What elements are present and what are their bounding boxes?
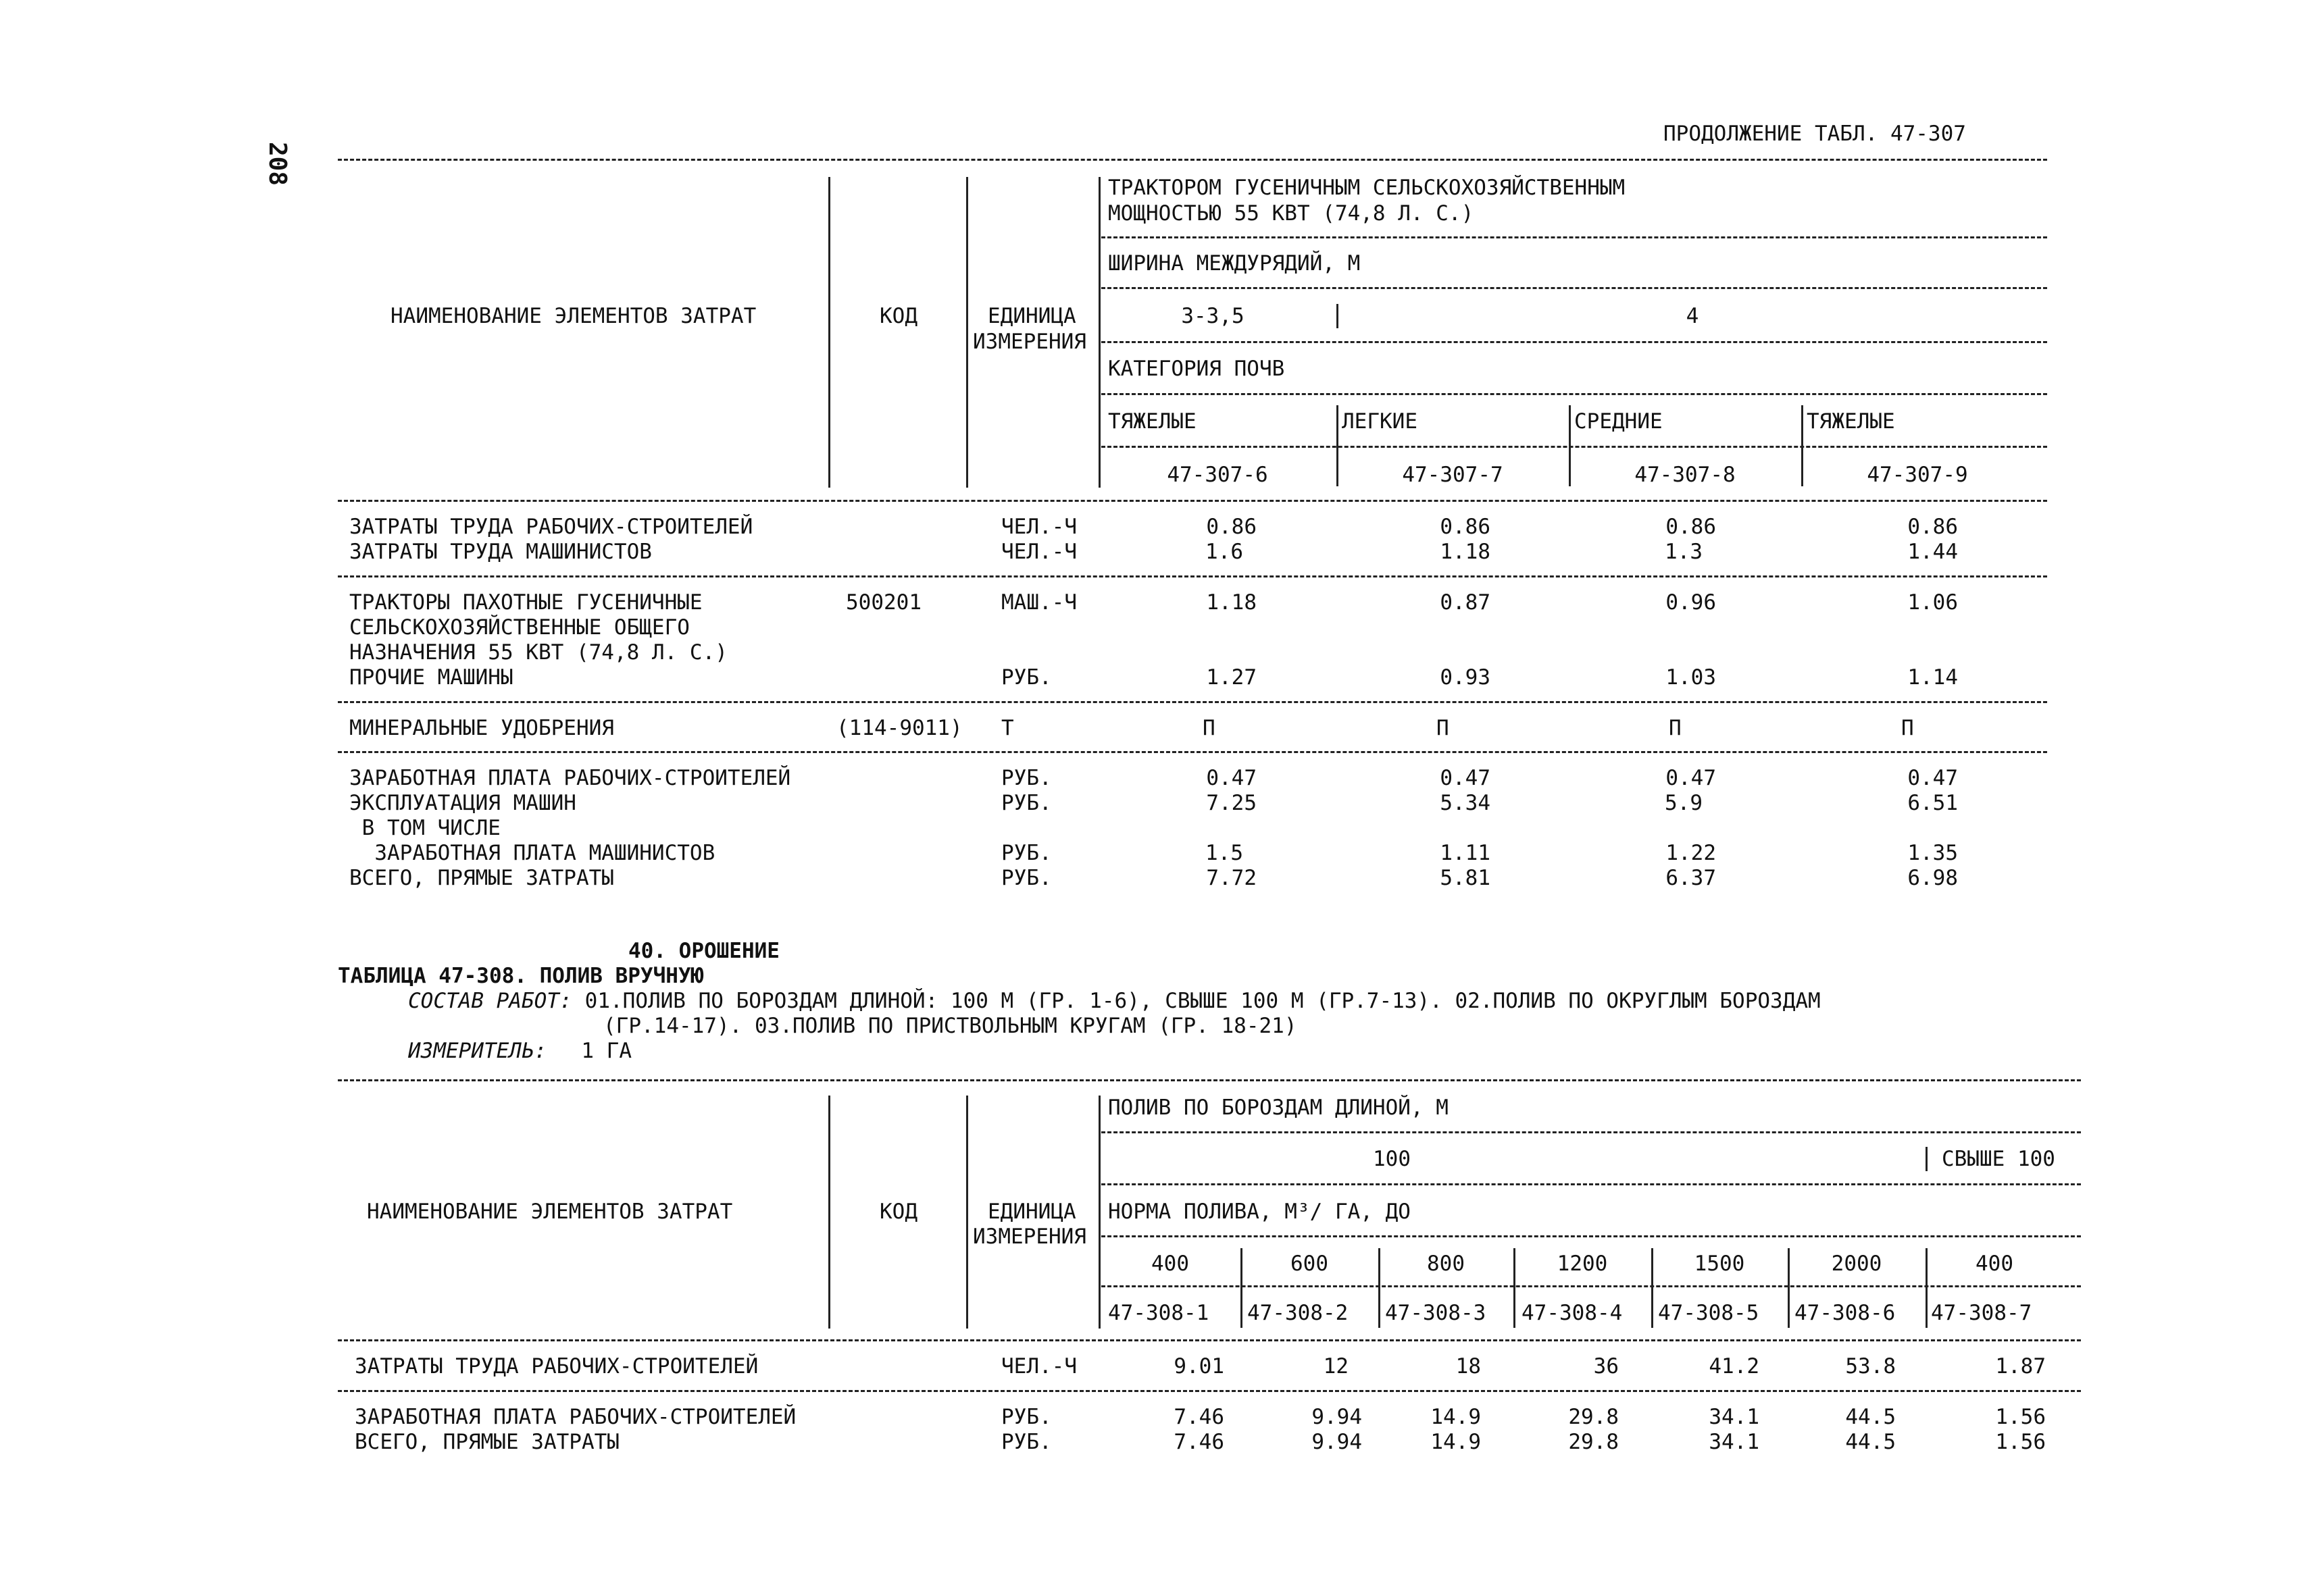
- row-value: 1.35: [1907, 841, 1958, 865]
- header-unit: ЕДИНИЦА: [988, 304, 1076, 328]
- rule: [1101, 1235, 2081, 1237]
- row-value: П: [1436, 716, 1449, 740]
- norm-value: 800: [1427, 1252, 1465, 1276]
- rule: [1101, 1183, 2081, 1185]
- row-value: 7.25: [1206, 791, 1257, 815]
- row-value: 6.37: [1665, 866, 1716, 890]
- row-value: 0.47: [1206, 766, 1257, 790]
- row-value: 0.93: [1440, 665, 1490, 690]
- column-code: 47-307-7: [1402, 463, 1503, 487]
- row-value: 0.47: [1665, 766, 1716, 790]
- row-unit: РУБ.: [1001, 1430, 1052, 1454]
- row-value: 7.46: [1174, 1405, 1224, 1429]
- row-value: 18: [1455, 1354, 1481, 1379]
- row-value: 29.8: [1568, 1430, 1619, 1454]
- norm-value: 400: [1151, 1252, 1189, 1276]
- rule: [338, 701, 2047, 703]
- header-tractor: ТРАКТОРОМ ГУСЕНИЧНЫМ СЕЛЬСКОХОЗЯЙСТВЕННЫМ: [1108, 176, 1626, 200]
- soil-category: ЛЕГКИЕ: [1342, 409, 1417, 434]
- row-name: СЕЛЬСКОХОЗЯЙСТВЕННЫЕ ОБЩЕГО: [349, 615, 690, 640]
- header-name: НАИМЕНОВАНИЕ ЭЛЕМЕНТОВ ЗАТРАТ: [367, 1200, 733, 1224]
- row-value: 6.98: [1907, 866, 1958, 890]
- row-unit: РУБ.: [1001, 766, 1052, 790]
- header-unit: ИЗМЕРЕНИЯ: [973, 330, 1086, 354]
- row-name: ЗАРАБОТНАЯ ПЛАТА РАБОЧИХ-СТРОИТЕЛЕЙ: [349, 766, 791, 790]
- row-value: 1.03: [1665, 665, 1716, 690]
- row-name: ЗАТРАТЫ ТРУДА РАБОЧИХ-СТРОИТЕЛЕЙ: [355, 1354, 759, 1379]
- rule: [1101, 446, 2047, 448]
- row-value: 34.1: [1709, 1430, 1759, 1454]
- row-value: 44.5: [1845, 1405, 1896, 1429]
- soil-category: ТЯЖЕЛЫЕ: [1108, 409, 1197, 434]
- row-value: 5.34: [1440, 791, 1490, 815]
- row-value: 0.96: [1665, 590, 1716, 615]
- row-name: ВСЕГО, ПРЯМЫЕ ЗАТРАТЫ: [349, 866, 614, 890]
- row-value: 0.47: [1440, 766, 1490, 790]
- column-divider: [1099, 1096, 1101, 1329]
- row-value: 29.8: [1568, 1405, 1619, 1429]
- header-length: ПОЛИВ ПО БОРОЗДАМ ДЛИНОЙ, М: [1108, 1096, 1449, 1120]
- row-value: 53.8: [1845, 1354, 1896, 1379]
- rule: [338, 1390, 2081, 1392]
- composition-label: СОСТАВ РАБОТ:: [408, 989, 572, 1013]
- column-divider: [966, 177, 968, 488]
- row-value: 1.27: [1206, 665, 1257, 690]
- row-code: (114-9011): [836, 716, 963, 740]
- measure-value: 1 ГА: [556, 1039, 632, 1063]
- soil-category: ТЯЖЕЛЫЕ: [1807, 409, 1895, 434]
- row-name: ЗАТРАТЫ ТРУДА РАБОЧИХ-СТРОИТЕЛЕЙ: [349, 515, 753, 539]
- row-value: 1.06: [1907, 590, 1958, 615]
- row-value: 1.3: [1665, 540, 1703, 564]
- row-value: П: [1203, 716, 1215, 740]
- rule: [1101, 1285, 2081, 1287]
- column-code: 47-308-6: [1794, 1301, 1896, 1325]
- row-value: 7.46: [1174, 1430, 1224, 1454]
- column-code: 47-308-2: [1247, 1301, 1349, 1325]
- row-name: МИНЕРАЛЬНЫЕ УДОБРЕНИЯ: [349, 716, 614, 740]
- row-value: 1.56: [1995, 1430, 2046, 1454]
- column-code: 47-308-7: [1931, 1301, 2032, 1325]
- composition-text: 01.ПОЛИВ ПО БОРОЗДАМ ДЛИНОЙ: 100 М (ГР. 1-6), СВЫШЕ 100 М (ГР.7-13). 02.ПОЛИВ ПО ОКРУГЛЫМ БОРОЗДАМ: [572, 989, 1821, 1013]
- rule: [338, 1339, 2081, 1341]
- row-value: 1.18: [1206, 590, 1257, 615]
- row-value: П: [1669, 716, 1682, 740]
- row-value: 1.11: [1440, 841, 1490, 865]
- header-code: КОД: [880, 304, 917, 328]
- header-name: НАИМЕНОВАНИЕ ЭЛЕМЕНТОВ ЗАТРАТ: [391, 304, 757, 328]
- column-divider: [1926, 1147, 1928, 1171]
- row-value: П: [1901, 716, 1914, 740]
- column-code: 47-308-3: [1385, 1301, 1486, 1325]
- row-unit: РУБ.: [1001, 1405, 1052, 1429]
- column-divider: [828, 177, 830, 488]
- rule: [1101, 287, 2047, 289]
- row-value: 9.94: [1311, 1405, 1362, 1429]
- row-value: 0.47: [1907, 766, 1958, 790]
- row-value: 9.01: [1174, 1354, 1224, 1379]
- column-divider: [1099, 177, 1101, 488]
- header-unit: ЕДИНИЦА: [988, 1200, 1076, 1224]
- row-value: 36: [1593, 1354, 1619, 1379]
- row-value: 0.86: [1440, 515, 1490, 539]
- header-norm: НОРМА ПОЛИВА, М³/ ГА, ДО: [1108, 1200, 1411, 1224]
- row-value: 0.86: [1665, 515, 1716, 539]
- column-divider: [966, 1096, 968, 1329]
- row-value: 0.86: [1907, 515, 1958, 539]
- column-code: 47-308-1: [1108, 1301, 1209, 1325]
- row-unit: РУБ.: [1001, 841, 1052, 865]
- column-divider: [828, 1096, 830, 1329]
- column-code: 47-307-6: [1167, 463, 1268, 487]
- column-code: 47-307-9: [1867, 463, 1968, 487]
- row-value: 9.94: [1311, 1430, 1362, 1454]
- norm-value: 1500: [1694, 1252, 1745, 1276]
- rule: [338, 575, 2047, 577]
- header-width: ШИРИНА МЕЖДУРЯДИЙ, М: [1108, 251, 1361, 276]
- rule: [338, 159, 2047, 161]
- row-code: 500201: [846, 590, 922, 615]
- row-value: 1.22: [1665, 841, 1716, 865]
- row-value: 7.72: [1206, 866, 1257, 890]
- norm-value: 600: [1290, 1252, 1328, 1276]
- header-tractor: МОЩНОСТЬЮ 55 КВТ (74,8 Л. С.): [1108, 201, 1474, 226]
- row-value: 1.44: [1907, 540, 1958, 564]
- row-unit: ЧЕЛ.-Ч: [1001, 1354, 1077, 1379]
- column-code: 47-307-8: [1634, 463, 1736, 487]
- rule: [338, 500, 2047, 502]
- continuation-label: ПРОДОЛЖЕНИЕ ТАБЛ. 47-307: [1663, 122, 1966, 146]
- row-name: ЗАРАБОТНАЯ ПЛАТА МАШИНИСТОВ: [349, 841, 715, 865]
- rule: [1101, 236, 2047, 238]
- norm-value: 2000: [1831, 1252, 1882, 1276]
- rule: [1101, 1131, 2081, 1133]
- row-value: 1.5: [1205, 841, 1243, 865]
- width-value: 3-3,5: [1181, 304, 1244, 328]
- row-value: 44.5: [1845, 1430, 1896, 1454]
- row-name: В ТОМ ЧИСЛЕ: [349, 816, 501, 840]
- row-value: 0.87: [1440, 590, 1490, 615]
- row-name: ЭКСПЛУАТАЦИЯ МАШИН: [349, 791, 576, 815]
- row-name: НАЗНАЧЕНИЯ 55 КВТ (74,8 Л. С.): [349, 640, 728, 665]
- row-unit: ЧЕЛ.-Ч: [1001, 515, 1077, 539]
- row-value: 5.9: [1665, 791, 1703, 815]
- soil-category: СРЕДНИЕ: [1574, 409, 1663, 434]
- norm-value: 400: [1976, 1252, 2013, 1276]
- row-unit: РУБ.: [1001, 665, 1052, 690]
- row-value: 34.1: [1709, 1405, 1759, 1429]
- row-value: 14.9: [1430, 1405, 1481, 1429]
- page-number: 208: [263, 141, 292, 186]
- composition-text: (ГР.14-17). 03.ПОЛИВ ПО ПРИСТВОЛЬНЫМ КРУГАМ (ГР. 18-21): [603, 1014, 1297, 1038]
- row-unit: РУБ.: [1001, 791, 1052, 815]
- row-value: 6.51: [1907, 791, 1958, 815]
- width-value: 4: [1686, 304, 1699, 328]
- measure-label: ИЗМЕРИТЕЛЬ:: [408, 1039, 547, 1063]
- row-name: ЗАРАБОТНАЯ ПЛАТА РАБОЧИХ-СТРОИТЕЛЕЙ: [355, 1405, 797, 1429]
- rule: [338, 1079, 2081, 1081]
- row-unit: Т: [1001, 716, 1014, 740]
- row-unit: ЧЕЛ.-Ч: [1001, 540, 1077, 564]
- row-value: 1.18: [1440, 540, 1490, 564]
- norm-value: 1200: [1557, 1252, 1608, 1276]
- rule: [1101, 341, 2047, 343]
- header-code: КОД: [880, 1200, 917, 1224]
- row-value: 0.86: [1206, 515, 1257, 539]
- rule: [1101, 393, 2047, 395]
- table-title: ТАБЛИЦА 47-308. ПОЛИВ ВРУЧНУЮ: [338, 964, 704, 988]
- row-name: ВСЕГО, ПРЯМЫЕ ЗАТРАТЫ: [355, 1430, 620, 1454]
- row-value: 1.56: [1995, 1405, 2046, 1429]
- row-value: 1.87: [1995, 1354, 2046, 1379]
- row-value: 1.14: [1907, 665, 1958, 690]
- header-soil: КАТЕГОРИЯ ПОЧВ: [1108, 357, 1285, 381]
- section-title: 40. ОРОШЕНИЕ: [628, 939, 780, 963]
- column-code: 47-308-5: [1658, 1301, 1759, 1325]
- row-unit: РУБ.: [1001, 866, 1052, 890]
- rule: [338, 751, 2047, 753]
- row-value: 5.81: [1440, 866, 1490, 890]
- header-unit: ИЗМЕРЕНИЯ: [973, 1225, 1086, 1249]
- length-value: СВЫШЕ 100: [1942, 1147, 2055, 1171]
- row-value: 14.9: [1430, 1430, 1481, 1454]
- row-name: ТРАКТОРЫ ПАХОТНЫЕ ГУСЕНИЧНЫЕ: [349, 590, 703, 615]
- row-unit: МАШ.-Ч: [1001, 590, 1077, 615]
- length-value: 100: [1373, 1147, 1411, 1171]
- row-name: ЗАТРАТЫ ТРУДА МАШИНИСТОВ: [349, 540, 652, 564]
- row-value: 41.2: [1709, 1354, 1759, 1379]
- row-value: 1.6: [1205, 540, 1243, 564]
- column-code: 47-308-4: [1521, 1301, 1623, 1325]
- row-name: ПРОЧИЕ МАШИНЫ: [349, 665, 513, 690]
- row-value: 12: [1323, 1354, 1349, 1379]
